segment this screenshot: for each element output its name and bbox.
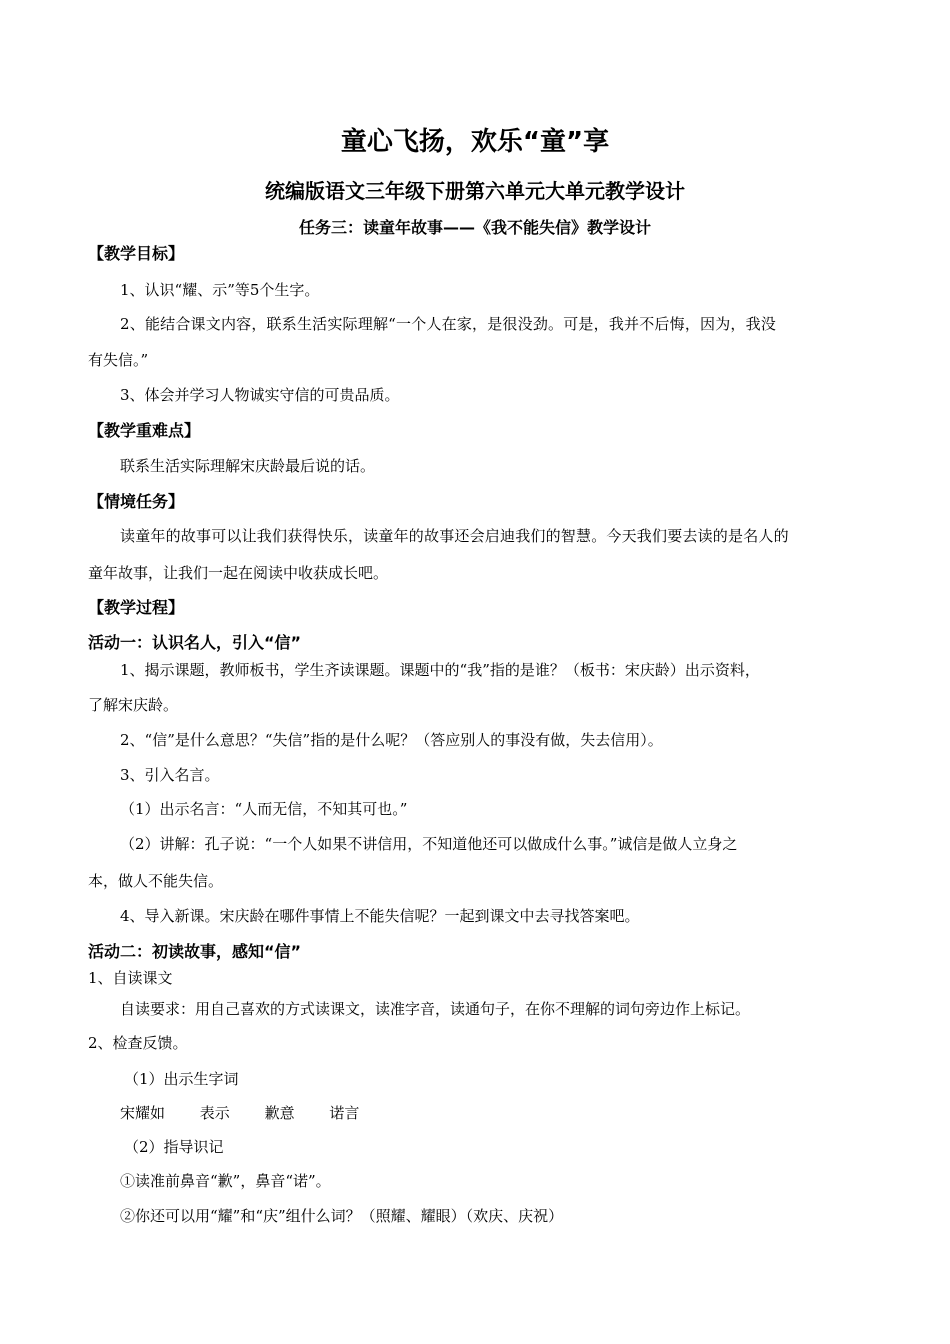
activity-1-step-3-sub-2-line-2: 本，做人不能失信。 [88, 872, 224, 890]
activity-2-step-1: 1、自读课文 [88, 969, 173, 987]
activity-1-step-4: 4、导入新课。宋庆龄在哪件事情上不能失信呢？一起到课文中去寻找答案吧。 [120, 907, 640, 925]
vocab-word: 表示 [199, 1104, 230, 1122]
activity-1-step-3: 3、引入名言。 [120, 766, 220, 784]
objective-item-1: 1、认识“耀、示”等5个生字。 [120, 281, 320, 299]
activity-1-step-1-line-1: 1、揭示课题，教师板书，学生齐读课题。课题中的“我”指的是谁？（板书：宋庆龄）出示资料， [120, 661, 760, 679]
objectives-heading: 【教学目标】 [88, 244, 185, 263]
vocab-word: 诺言 [329, 1104, 360, 1122]
vocab-word: 歉意 [264, 1104, 295, 1122]
scenario-heading: 【情境任务】 [88, 492, 185, 511]
keypoints-heading: 【教学重难点】 [88, 421, 201, 440]
scenario-line-1: 读童年的故事可以让我们获得快乐，读童年的故事还会启迪我们的智慧。今天我们要去读的是名人的 [120, 527, 789, 545]
activity-2-step-2: 2、检查反馈。 [88, 1034, 188, 1052]
main-title: 童心飞扬，欢乐“童”享 [340, 127, 610, 157]
activity-1-step-3-sub-1: （1）出示名言：“人而无信，不知其可也。” [120, 800, 408, 818]
activity-1-step-3-sub-2-line-1: （2）讲解：孔子说：“一个人如果不讲信用，不知道他还可以做成什么事。”诚信是做人立身之 [120, 835, 738, 853]
activity-2-step-2-sub-2: （2）指导识记 [124, 1138, 224, 1156]
subtitle: 统编版语文三年级下册第六单元大单元教学设计 [265, 179, 685, 203]
objective-item-3: 3、体会并学习人物诚实守信的可贵品质。 [120, 386, 400, 404]
activity-2-step-2-sub-1: （1）出示生字词 [124, 1070, 239, 1088]
objective-item-2-line-2: 有失信。” [88, 351, 149, 369]
activity-1-step-1-line-2: 了解宋庆龄。 [88, 696, 179, 714]
guide-item-2: ②你还可以用“耀”和“庆”组什么词？（照耀、耀眼）（欢庆、庆祝） [120, 1207, 564, 1225]
vocab-list [120, 1102, 389, 1124]
task-title: 任务三：读童年故事——《我不能失信》教学设计 [298, 218, 651, 237]
guide-item-1: ①读准前鼻音“歉”，鼻音“诺”。 [120, 1172, 331, 1190]
process-heading: 【教学过程】 [88, 598, 185, 617]
activity-1-step-2: 2、“信”是什么意思？“失信”指的是什么呢？（答应别人的事没有做，失去信用）。 [120, 731, 663, 749]
activity-2-title: 活动二：初读故事，感知“信” [88, 942, 302, 961]
objective-item-2-line-1: 2、能结合课文内容，联系生活实际理解“一个人在家，是很没劲。可是，我并不后悔，因为，我没 [120, 315, 777, 333]
activity-2-step-1-requirement: 自读要求：用自己喜欢的方式读课文，读准字音，读通句子，在你不理解的词句旁边作上标记。 [120, 1000, 751, 1018]
vocab-word: 宋耀如 [120, 1104, 166, 1122]
scenario-line-2: 童年故事，让我们一起在阅读中收获成长吧。 [88, 564, 389, 582]
activity-1-title: 活动一：认识名人，引入“信” [88, 633, 302, 652]
keypoints-text: 联系生活实际理解宋庆龄最后说的话。 [120, 457, 376, 475]
